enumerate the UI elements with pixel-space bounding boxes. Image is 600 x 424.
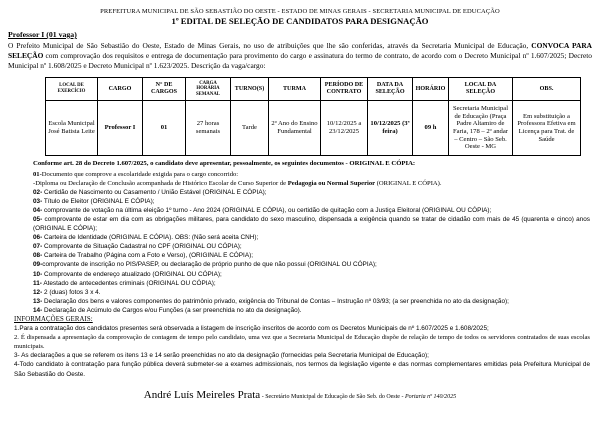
doc-item-diploma-text1: -Diploma ou Declaração de Conclusão acompanhada de Histórico Escolar de Curso Superior de	[33, 179, 288, 187]
doc-item-09-num: 09-	[33, 261, 43, 269]
intro-text-after: com comprovação dos requisitos e entrega de documentação para provimento do cargo e assinatura do termo de contrato, de acordo com o Decreto Municipal nº 1.607/2025; Decreto Municipal nº 1.608/2025 e Decreto Municipal nº 1.623/2025. Descrição da vaga/cargo:	[8, 51, 592, 70]
doc-item-14-text: Declaração de Acúmulo de Cargos e/ou Funções (a ser preenchida no ato da designação).	[42, 306, 302, 314]
doc-item-10	[33, 270, 590, 279]
signatory-name: André Luís Meireles Prata	[143, 388, 261, 401]
cell-turma: 2º Ano do Ensino Fundamental	[269, 101, 321, 156]
intro-convoca-bold: CONVOCA PARA SELEÇÃO	[8, 41, 592, 60]
doc-item-07	[33, 242, 590, 251]
doc-item-03-text: Título de Eleitor (ORIGINAL E CÓPIA);	[42, 197, 155, 205]
cell-local-exercicio: Escola Municipal José Batista Leite	[46, 101, 98, 156]
doc-item-07-num: 07-	[33, 243, 43, 251]
doc-item-diploma-text2: (ORIGINAL E CÓPIA).	[375, 179, 442, 187]
general-info-heading: INFORMAÇÕES GERAIS:	[14, 316, 93, 323]
edital-title: 1º EDITAL DE SELEÇÃO DE CANDIDATOS PARA DESIGNAÇÃO	[171, 16, 429, 26]
doc-item-12-text: 2 (duas) fotos 3 x 4.	[42, 288, 101, 296]
col-header-n-cargos: N° DE CARGOS	[143, 78, 186, 101]
doc-item-05	[33, 215, 590, 233]
signatory-role: Secretário Municipal de Educação de São Seb. do Oeste	[265, 393, 400, 400]
cell-carga-horaria: 27 horas semanais	[186, 101, 231, 156]
doc-item-05-num: 05-	[33, 215, 43, 223]
doc-item-12-num: 12-	[33, 288, 43, 296]
doc-item-11	[33, 279, 590, 288]
doc-item-14-num: 14-	[33, 306, 43, 314]
doc-item-13	[33, 297, 590, 306]
general-info-section	[14, 315, 590, 379]
doc-item-12	[33, 288, 590, 297]
doc-item-01-text: Documento que comprove a escolaridade exigida para o cargo concorrido:	[41, 170, 239, 178]
doc-item-03	[33, 197, 590, 206]
cell-periodo-contrato	[321, 101, 368, 156]
doc-item-02-text: Certidão de Nascimento ou Casamento / União Estável (ORIGINAL E CÓPIA);	[42, 188, 267, 196]
cell-n-cargos: 01	[143, 101, 186, 156]
cell-horario: 09 h	[413, 101, 449, 156]
doc-item-02	[33, 188, 590, 197]
doc-item-06-num: 06-	[33, 234, 43, 242]
cell-cargo: Professor I	[98, 101, 143, 156]
doc-item-08-num: 08-	[33, 252, 43, 260]
col-header-local-selecao: LOCAL DA SELEÇÃO	[449, 78, 513, 101]
doc-item-11-text: Atestado de antecedentes criminais (ORIGINAL OU CÓPIA);	[41, 279, 216, 287]
general-info-item-1: 1.Para a contratação dos candidatos presentes será observada a listagem de inscrição inscritos de acordo com os Decretos Municipais de nº 1.607/2025 e 1.608/2025;	[14, 325, 489, 333]
intro-paragraph	[8, 41, 592, 71]
doc-item-06-text: Carteira de Identidade (ORIGINAL E CÓPIA). OBS: (Não será aceita CNH);	[42, 234, 259, 242]
doc-item-03-num: 03-	[33, 197, 43, 205]
cell-local-selecao: Secretaria Municipal de Educação (Praça Padre Altamiro de Faria, 178 – 2º andar – Centro – São Seb. Oeste - MG	[449, 101, 513, 156]
municipality-title: PREFEITURA MUNICIPAL DE SÃO SEBASTIÃO DO OESTE - ESTADO DE MINAS GERAIS - SECRETARIA MUNICIPAL DE EDUCAÇÃO	[100, 8, 500, 15]
col-header-horario: HORÁRIO	[413, 78, 449, 101]
doc-item-02-num: 02-	[33, 188, 43, 196]
doc-item-05-text: comprovante de estar em dia com as obrigações militares, para candidato do sexo masculino, dispensada a exigência quando se tratar de cidadão com mais de 45 (quarenta e cinco) anos (ORIGINAL E CÓPIA);	[33, 215, 590, 233]
doc-item-13-num: 13-	[33, 297, 43, 305]
col-header-cargo: CARGO	[98, 78, 143, 101]
cell-turnos: Tarde	[231, 101, 269, 156]
col-header-local-exercicio: LOCAL DE EXERCÍCIO	[46, 78, 98, 101]
doc-item-10-num: 10-	[33, 270, 43, 278]
doc-item-diploma	[33, 179, 590, 188]
intro-text-before: O Prefeito Municipal de São Sebastião do Oeste, Estado de Minas Gerais, no uso de atribuições que lhe são conferidas, através da Secretaria Municipal de Educação,	[8, 41, 532, 50]
doc-item-01-num: 01-	[33, 170, 42, 178]
document-header	[0, 8, 600, 26]
doc-item-06	[33, 233, 590, 242]
doc-item-04-text: comprovante de votação na última eleição 1º turno - Ano 2024 (ORIGINAL E CÓPIA), ou certidão de quitação com a Justiça Eleitoral (ORIGINAL OU CÓPIA);	[42, 206, 492, 214]
documents-intro-line: Conforme art. 28 do Decreto 1.607/2025, o candidato deve apresentar, pessoalmente, os seguintes documentos - ORIGINAL E CÓPIA:	[33, 160, 416, 167]
doc-item-08-text: Carteira de Trabalho (Página com a Foto e Verso), (ORIGINAL E CÓPIA);	[42, 252, 253, 260]
signature-line	[0, 385, 600, 403]
col-header-periodo-contrato: PERÍODO DE CONTRATO	[321, 78, 368, 101]
col-header-turnos: TURNO(S)	[231, 78, 269, 101]
doc-item-11-num: 11-	[33, 279, 42, 287]
doc-item-07-text: Comprovante de Situação Cadastral no CPF (ORIGINAL OU CÓPIA);	[42, 243, 242, 251]
doc-item-13-text: Declaração dos bens e valores componentes do patrimônio privado, exigência do Tribunal de Contas – Instrução nº 03/93; (a ser preenchida no ato da designação);	[42, 297, 509, 305]
vacancy-table	[45, 77, 581, 156]
signatory-portaria: Portaria nº 140/2025	[404, 393, 457, 400]
doc-item-diploma-bold: Pedagogia ou Normal Superior	[287, 179, 376, 187]
col-header-carga-horaria: CARGA HORÁRIA SEMANAL	[186, 78, 231, 101]
periodo-contrato-text: 10/12/2025 a 23/12/2025	[326, 120, 362, 135]
table-data-row	[46, 101, 581, 156]
doc-item-04	[33, 206, 590, 215]
table-header-row	[46, 78, 581, 101]
col-header-obs: OBS.	[513, 78, 581, 101]
doc-item-04-num: 04-	[33, 206, 43, 214]
documents-list	[33, 170, 590, 316]
doc-item-14	[33, 306, 590, 315]
vacancy-heading: Professor I (01 vaga)	[8, 30, 77, 39]
cell-obs: Em substituição a Professora Efetiva em Licença para Trat. de Saúde	[513, 101, 581, 156]
doc-item-08	[33, 251, 590, 260]
cell-data-selecao: 10/12/2025 (3ª feira)	[368, 101, 413, 156]
signature-separator-2: -	[399, 393, 405, 400]
general-info-item-4: 4-Todo candidato à contratação para função pública deverá submeter-se a exames admissionais, nos termos da legislação vigente e das normas complementares emitidas pela Prefeitura Municipal de São Sebastião do Oeste.	[14, 361, 590, 378]
col-header-data-selecao: DATA DA SELEÇÃO	[368, 78, 413, 101]
intro-section	[8, 30, 592, 71]
col-header-turma: TURMA	[269, 78, 321, 101]
doc-item-10-text: Comprovante de endereço atualizado (ORIGINAL OU CÓPIA);	[42, 270, 222, 278]
doc-item-09	[33, 260, 590, 269]
signature-separator-1: -	[260, 393, 266, 400]
general-info-item-2: 2. É dispensada a apresentação da comprovação de contagem de tempo pelo candidato, uma vez que a Secretaria Municipal de Educação dispõe de relação de tempo de todos os servidores contratados de suas escolas municipais.	[14, 334, 590, 351]
doc-item-01	[33, 170, 590, 179]
doc-item-09-text: comprovante de inscrição no PIS/PASEP, ou declaração de próprio punho de que não possui (ORIGINAL OU CÓPIA);	[42, 261, 377, 269]
general-info-item-3: 3- As declarações a que se referem os itens 13 e 14 serão preenchidas no ato da designação (fornecidas pela Secretaria Municipal de Educação);	[14, 352, 429, 360]
